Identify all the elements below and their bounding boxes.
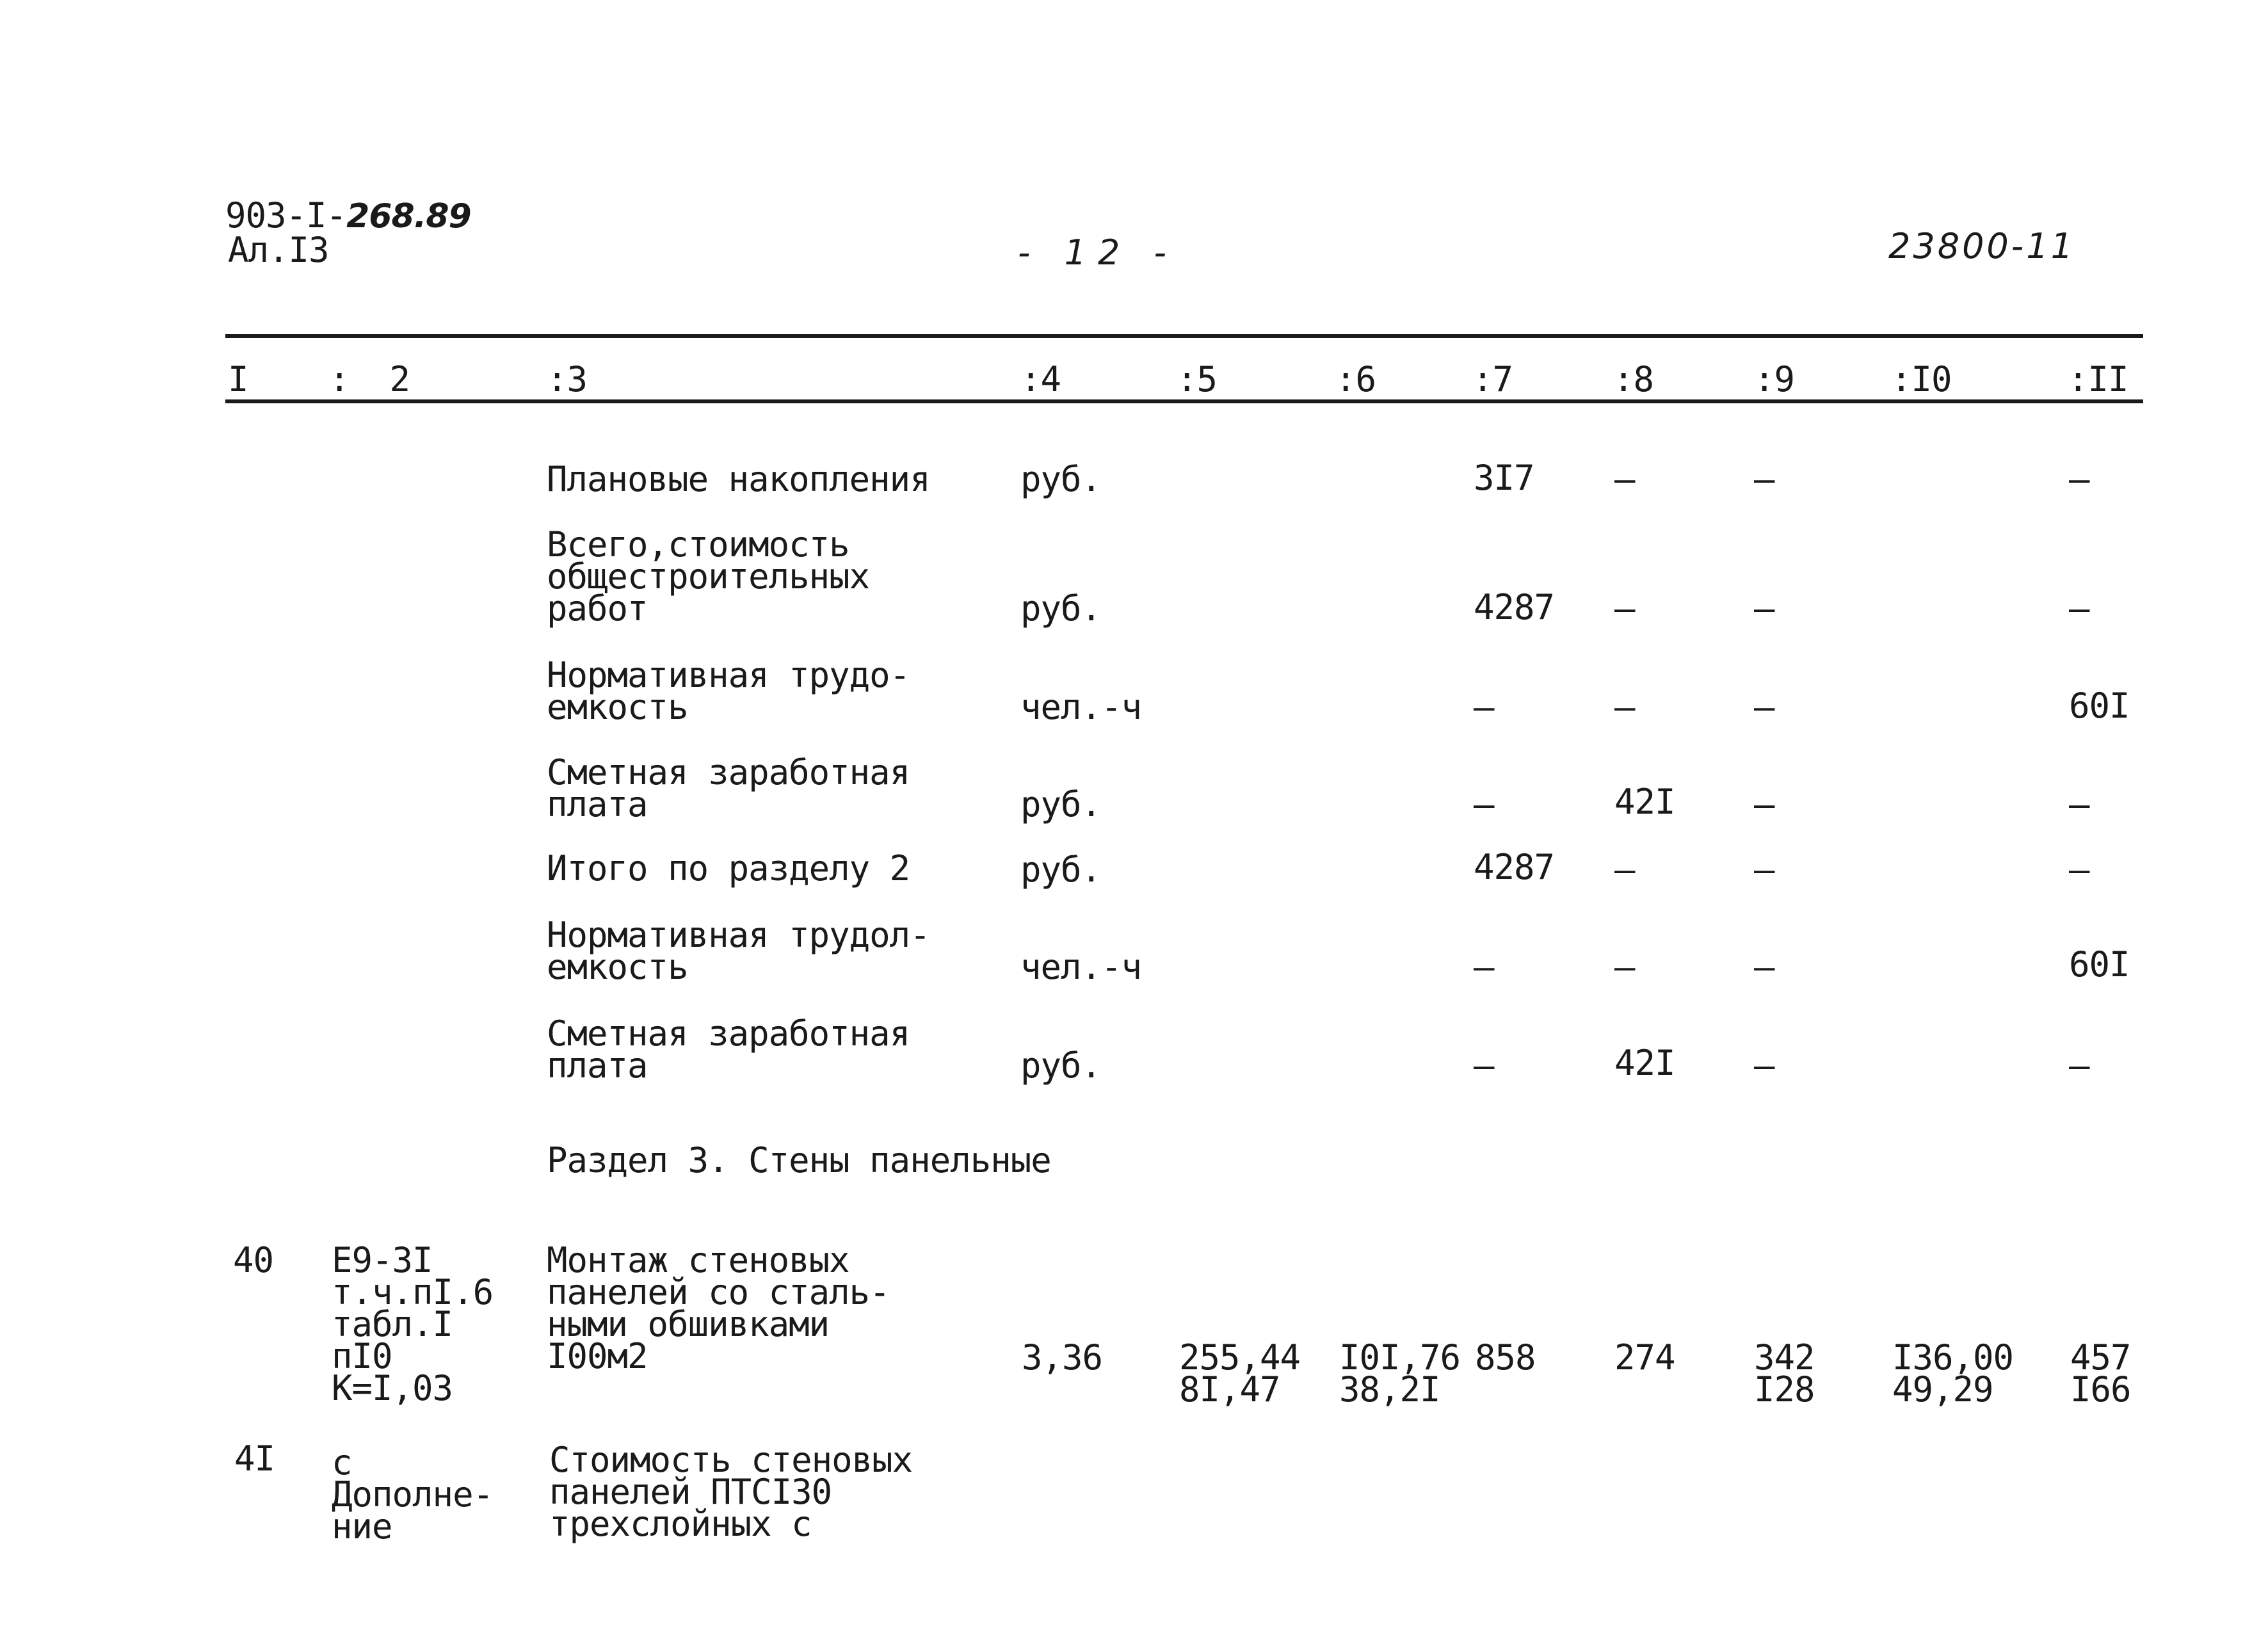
row-c11: 60I bbox=[2069, 944, 2130, 985]
row-c8: 42I bbox=[1614, 1043, 1675, 1083]
row-c7: – bbox=[1474, 687, 1494, 727]
col-4: :4 bbox=[1020, 359, 1061, 399]
row-unit: руб. bbox=[1020, 588, 1102, 629]
col-9: :9 bbox=[1754, 359, 1795, 399]
row-desc: Сметная заработная плата bbox=[547, 1013, 910, 1086]
col-7: :7 bbox=[1472, 359, 1513, 399]
row-c8: – bbox=[1614, 459, 1635, 499]
item-desc: Стоимость стеновых панелей ПТСI30 трехслойных с bbox=[549, 1440, 913, 1544]
row-c9: – bbox=[1754, 947, 1774, 987]
row-c7: – bbox=[1474, 947, 1494, 987]
item-code: с Дополне- ние bbox=[332, 1442, 494, 1547]
row-unit: чел.-ч bbox=[1020, 947, 1142, 987]
row-c11: 60I bbox=[2069, 686, 2130, 726]
row-desc: Нормативная трудо- емкость bbox=[547, 655, 910, 727]
col-3: :3 bbox=[547, 359, 588, 399]
row-c11: – bbox=[2069, 784, 2089, 825]
col-2: : 2 bbox=[329, 359, 410, 399]
header-bottom-rule bbox=[225, 399, 2143, 403]
row-desc: Нормативная трудол- емкость bbox=[547, 915, 930, 987]
row-c11: – bbox=[2069, 459, 2089, 499]
row-c9: – bbox=[1754, 784, 1774, 825]
row-c8: – bbox=[1614, 687, 1635, 727]
item-desc: Монтаж стеновых панелей со сталь- ными обшивками I00м2 bbox=[547, 1240, 890, 1376]
row-c8: – bbox=[1614, 947, 1635, 987]
row-desc: Всего,стоимость общестроительных работ bbox=[547, 524, 870, 629]
row-desc: Сметная заработная плата bbox=[547, 752, 910, 825]
col-8: :8 bbox=[1613, 359, 1654, 399]
album-label: Ал.I3 bbox=[228, 230, 329, 270]
item-qty: 3,36 bbox=[1022, 1337, 1103, 1378]
row-c7: – bbox=[1474, 1045, 1494, 1086]
row-desc: Итого по разделу 2 bbox=[547, 848, 910, 889]
row-desc: Плановые накопления bbox=[547, 459, 930, 499]
row-c8: – bbox=[1614, 849, 1635, 890]
page-number: - 12 - bbox=[1018, 232, 1178, 273]
doc-code bbox=[225, 195, 471, 236]
row-unit: руб. bbox=[1020, 784, 1102, 825]
row-c11: – bbox=[2069, 588, 2089, 629]
item-c11: 457 I66 bbox=[2070, 1337, 2131, 1410]
col-10: :I0 bbox=[1891, 359, 1952, 399]
row-c9: – bbox=[1754, 687, 1774, 727]
doc-code-handwritten: 268.89 bbox=[346, 197, 471, 236]
doc-number: 23800-11 bbox=[1888, 226, 2075, 266]
row-c9: – bbox=[1754, 459, 1774, 499]
row-c8: – bbox=[1614, 588, 1635, 629]
row-c8: 42I bbox=[1614, 782, 1675, 822]
row-c7: – bbox=[1474, 784, 1494, 825]
row-c7: 4287 bbox=[1474, 587, 1555, 627]
row-unit: руб. bbox=[1020, 849, 1102, 890]
row-unit: руб. bbox=[1020, 459, 1102, 499]
col-5: :5 bbox=[1177, 359, 1218, 399]
doc-code-prefix: 903-I- bbox=[225, 195, 347, 236]
row-c9: – bbox=[1754, 588, 1774, 629]
row-unit: чел.-ч bbox=[1020, 687, 1142, 727]
row-c9: – bbox=[1754, 849, 1774, 890]
row-unit: руб. bbox=[1020, 1045, 1102, 1086]
row-c11: – bbox=[2069, 1045, 2089, 1086]
item-c7: 858 bbox=[1475, 1337, 1536, 1378]
col-6: :6 bbox=[1335, 359, 1376, 399]
item-number: 4I bbox=[234, 1438, 275, 1479]
item-number: 40 bbox=[233, 1240, 274, 1280]
col-1: I bbox=[228, 359, 248, 399]
section-title: Раздел 3. Стены панельные bbox=[547, 1140, 1051, 1180]
item-c5: 255,44 8I,47 bbox=[1179, 1337, 1301, 1410]
item-c8: 274 bbox=[1614, 1337, 1675, 1378]
item-c10: I36,00 49,29 bbox=[1892, 1337, 2014, 1410]
col-11: :II bbox=[2068, 359, 2128, 399]
row-c7: 4287 bbox=[1474, 847, 1555, 887]
row-c9: – bbox=[1754, 1045, 1774, 1086]
row-c7: 3I7 bbox=[1474, 458, 1534, 498]
item-code: Е9-3I т.ч.пI.6 табл.I пI0 К=I,03 bbox=[332, 1240, 494, 1408]
top-rule bbox=[225, 334, 2143, 338]
item-c6: I0I,76 38,2I bbox=[1339, 1337, 1461, 1410]
row-c11: – bbox=[2069, 849, 2089, 890]
item-c9: 342 I28 bbox=[1754, 1337, 1815, 1410]
